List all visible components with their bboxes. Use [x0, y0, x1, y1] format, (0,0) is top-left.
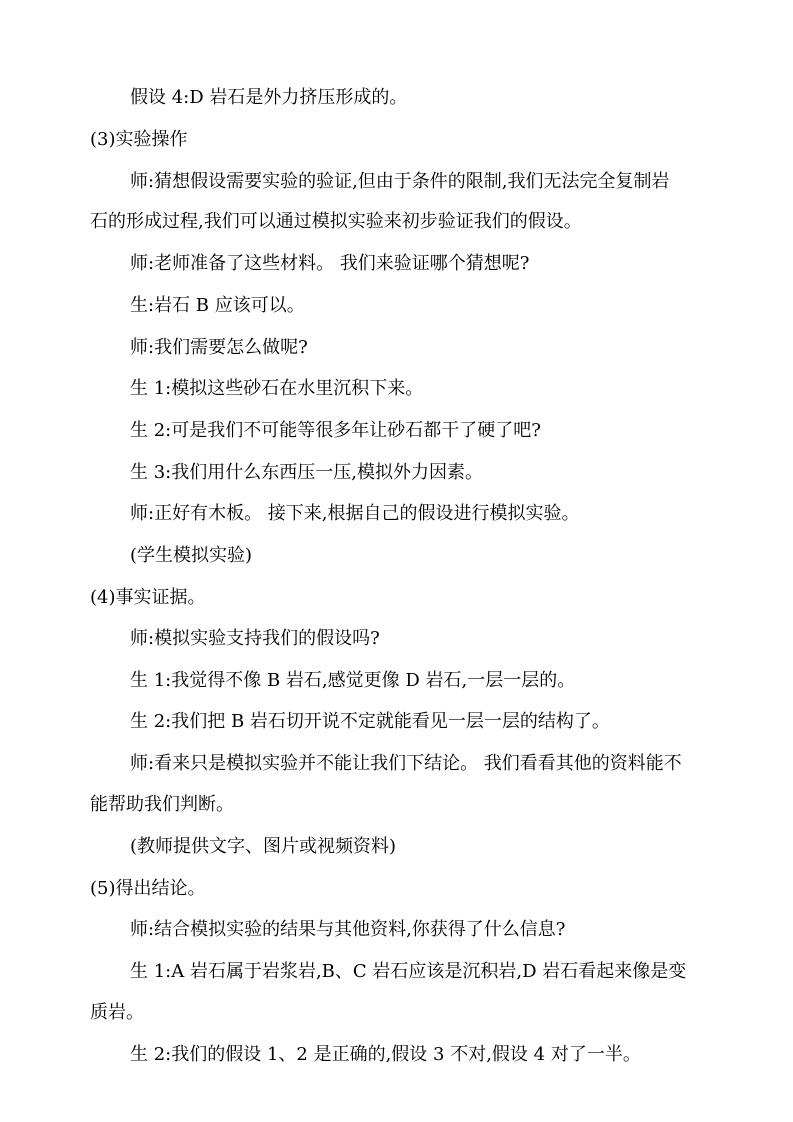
teacher-line: 师:猜想假设需要实验的验证,但由于条件的限制,我们无法完全复制岩	[130, 171, 670, 192]
teacher-line: 师:模拟实验支持我们的假设吗?	[130, 628, 380, 649]
teacher-line: 师:老师准备了这些材料。 我们来验证哪个猜想呢?	[130, 253, 530, 274]
teacher-line: 师:我们需要怎么做呢?	[130, 337, 308, 358]
section-4-heading: (4)事实证据。	[90, 587, 206, 608]
student-1-line-continued: 质岩。	[90, 1002, 144, 1023]
section-3-heading: (3)实验操作	[90, 129, 188, 150]
student-line: 生:岩石 B 应该可以。	[130, 295, 305, 316]
teacher-line: 师:结合模拟实验的结果与其他资料,你获得了什么信息?	[130, 919, 566, 940]
student-2-line: 生 2:我们把 B 岩石切开说不定就能看见一层一层的结构了。	[130, 711, 610, 732]
teacher-line: 师:看来只是模拟实验并不能让我们下结论。 我们看看其他的资料能不	[130, 753, 682, 774]
teacher-line-continued: 石的形成过程,我们可以通过模拟实验来初步验证我们的假设。	[90, 211, 582, 232]
student-3-line: 生 3:我们用什么东西压一压,模拟外力因素。	[130, 462, 483, 483]
stage-note: (教师提供文字、图片或视频资料)	[130, 836, 397, 857]
student-1-line: 生 1:我觉得不像 B 岩石,感觉更像 D 岩石,一层一层的。	[130, 670, 576, 691]
hypothesis-4-line: 假设 4:D 岩石是外力挤压形成的。	[130, 87, 408, 108]
student-2-line: 生 2:我们的假设 1、2 是正确的,假设 3 不对,假设 4 对了一半。	[130, 1044, 641, 1065]
student-1-line: 生 1:模拟这些砂石在水里沉积下来。	[130, 378, 424, 399]
section-5-heading: (5)得出结论。	[90, 878, 206, 899]
stage-note: (学生模拟实验)	[130, 545, 253, 566]
teacher-line-continued: 能帮助我们判断。	[90, 794, 234, 815]
student-2-line: 生 2:可是我们不可能等很多年让砂石都干了硬了吧?	[130, 420, 541, 441]
student-1-line: 生 1:A 岩石属于岩浆岩,B、C 岩石应该是沉积岩,D 岩石看起来像是变	[130, 961, 687, 982]
teacher-line: 师:正好有木板。 接下来,根据自己的假设进行模拟实验。	[130, 503, 580, 524]
